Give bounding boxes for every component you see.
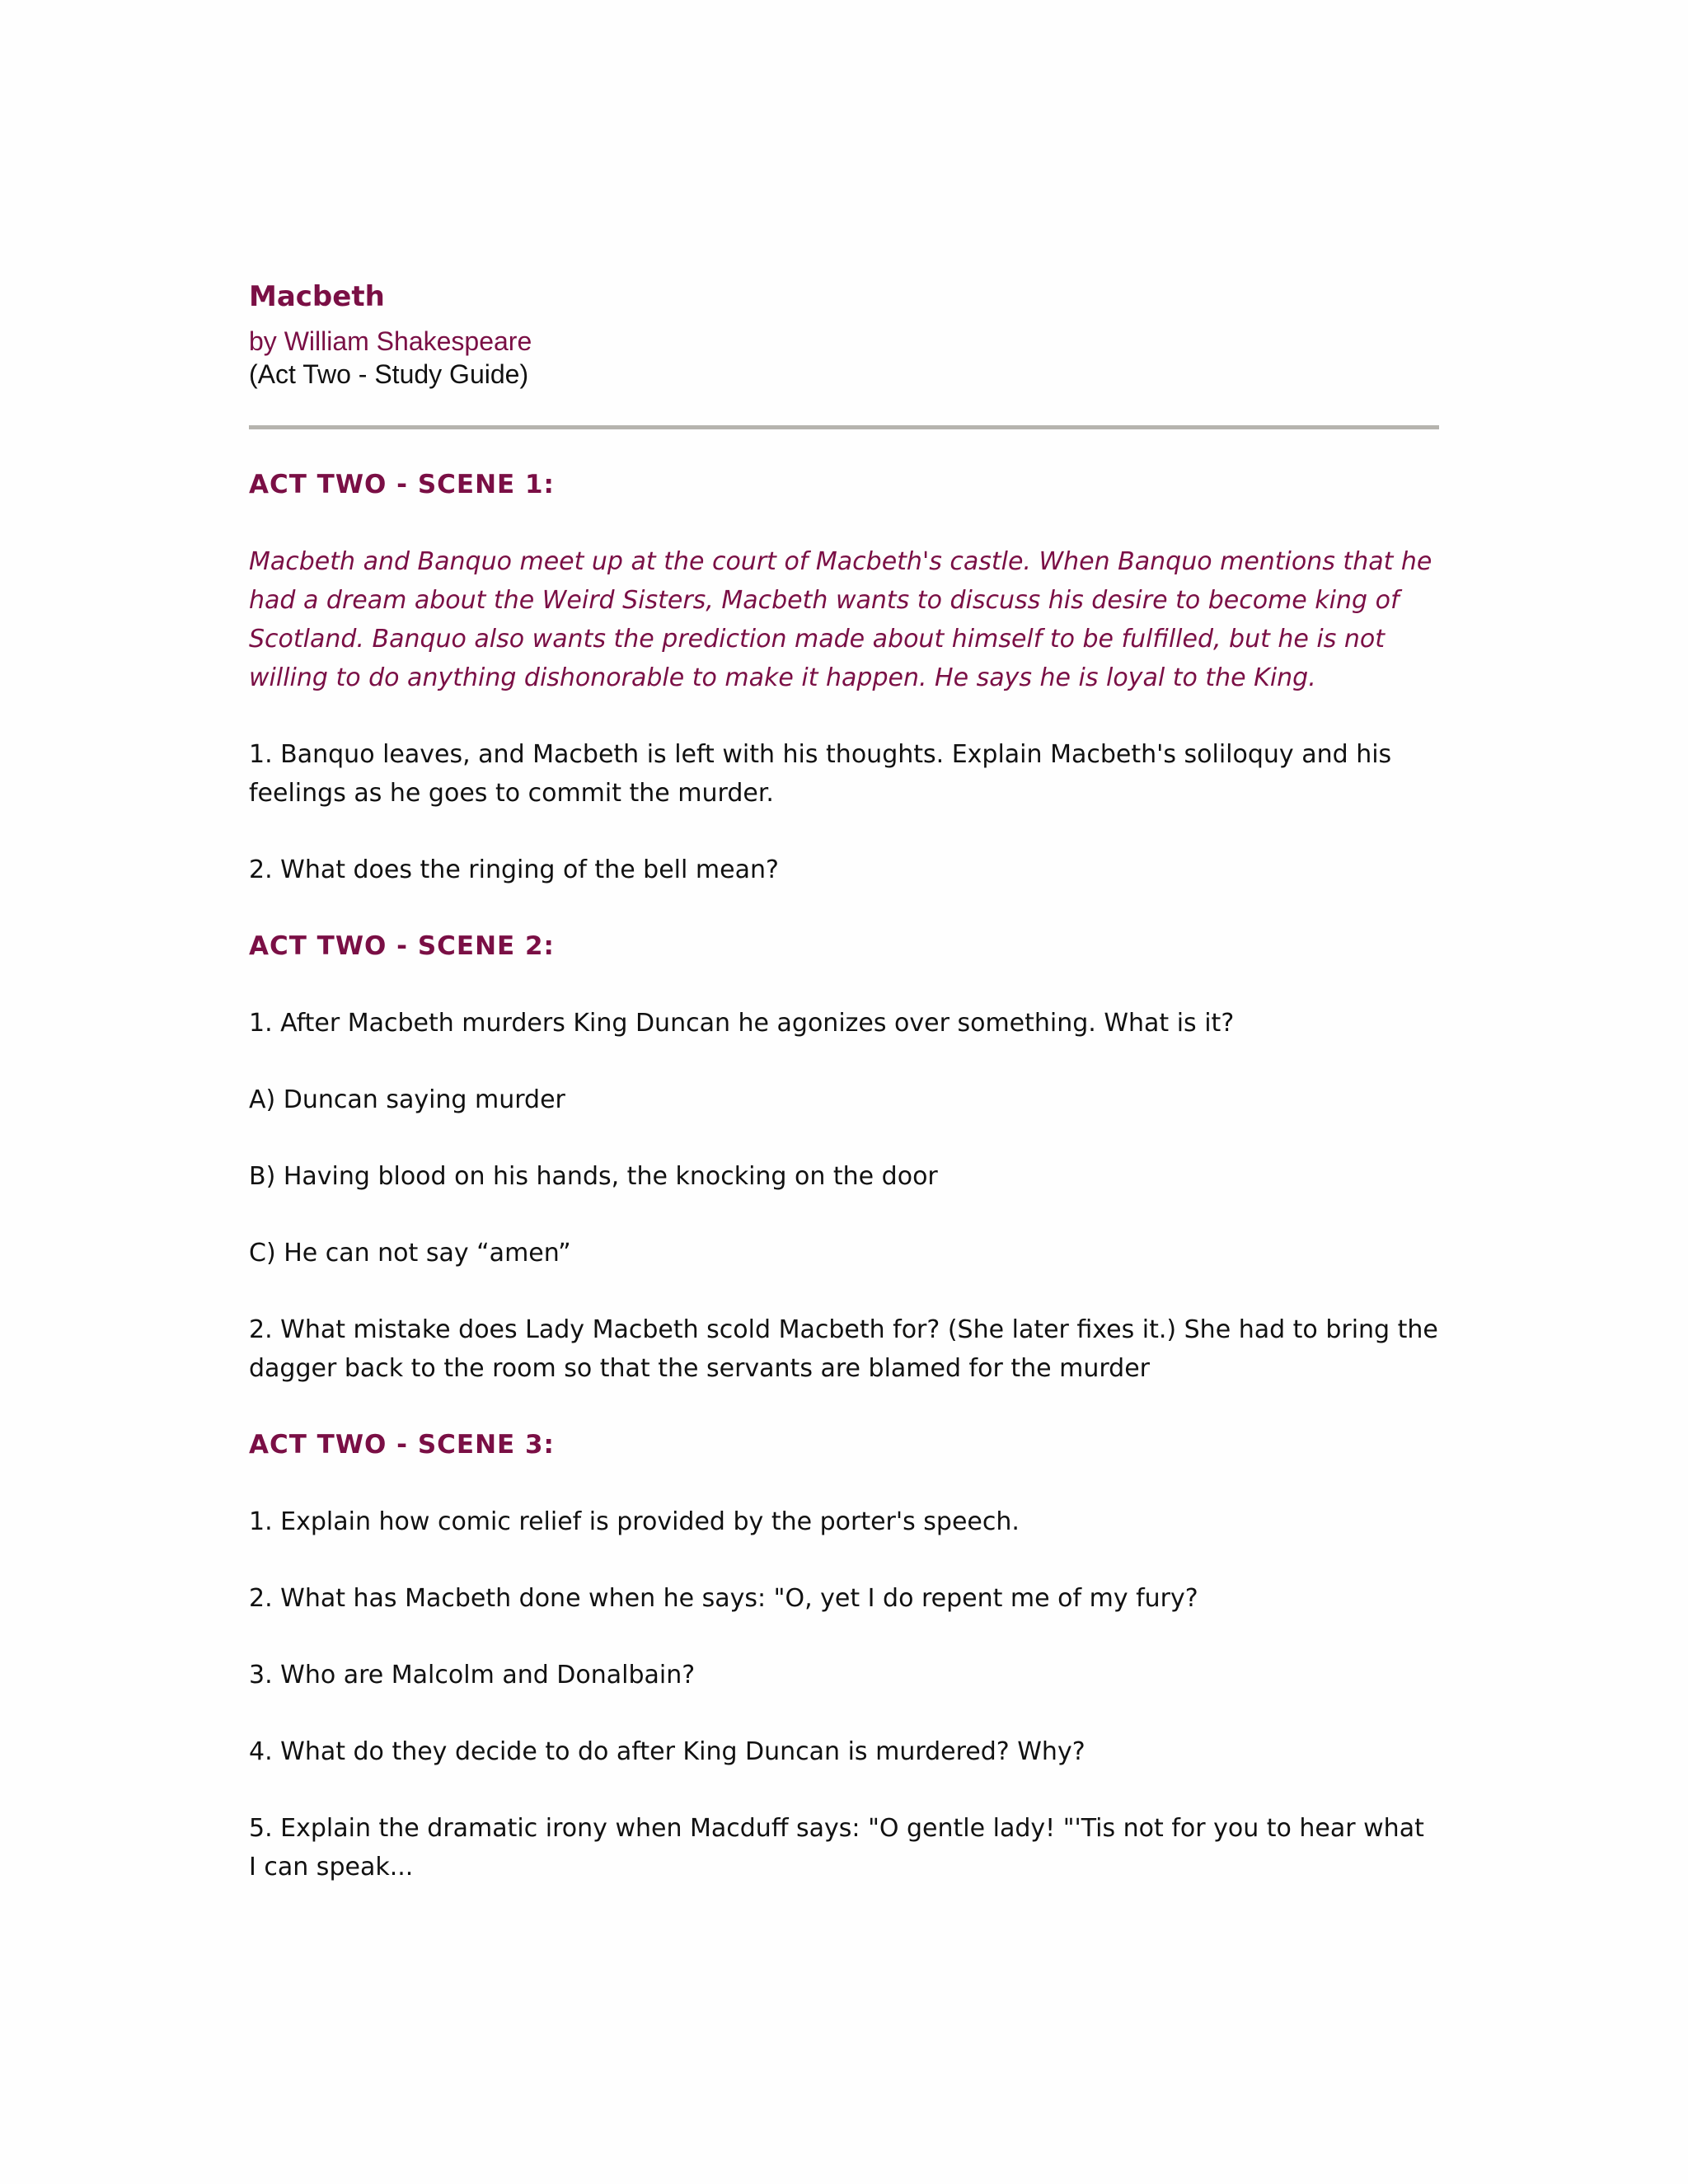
answer-option: B) Having blood on his hands, the knocking on the door bbox=[249, 1162, 938, 1191]
author-line: by William Shakespeare bbox=[249, 326, 532, 356]
question-item: 1. Explain how comic relief is provided by the porter's speech. bbox=[249, 1507, 1020, 1536]
document-body bbox=[249, 272, 1439, 1924]
scene-section-2 bbox=[249, 927, 1439, 1388]
scene-section-3 bbox=[249, 1426, 1439, 1886]
scene-section-1 bbox=[249, 466, 1439, 889]
question-item: 2. What mistake does Lady Macbeth scold Macbeth for? (She later fixes it.) She had to bring the dagger back to the room so that the servants are blamed for the murder bbox=[249, 1315, 1438, 1383]
answer-option: A) Duncan saying murder bbox=[249, 1085, 565, 1114]
question-item: 1. Banquo leaves, and Macbeth is left with his thoughts. Explain Macbeth's soliloquy and his feelings as he goes to commit the murder. bbox=[249, 740, 1392, 808]
question-item: 2. What has Macbeth done when he says: "O, yet I do repent me of my fury? bbox=[249, 1584, 1198, 1613]
answer-option: C) He can not say “amen” bbox=[249, 1239, 571, 1268]
question-item: 3. Who are Malcolm and Donalbain? bbox=[249, 1661, 696, 1690]
document-subtitle: (Act Two - Study Guide) bbox=[249, 359, 529, 389]
scene-heading: ACT TWO - SCENE 3: bbox=[249, 1430, 555, 1460]
scene-heading: ACT TWO - SCENE 1: bbox=[249, 470, 555, 499]
question-item: 1. After Macbeth murders King Duncan he agonizes over something. What is it? bbox=[249, 1009, 1235, 1038]
question-item: 2. What does the ringing of the bell mean? bbox=[249, 855, 779, 884]
question-item: 4. What do they decide to do after King Duncan is murdered? Why? bbox=[249, 1737, 1085, 1766]
horizontal-divider bbox=[249, 425, 1439, 429]
document-title: Macbeth bbox=[249, 280, 385, 313]
question-item: 5. Explain the dramatic irony when Macduff says: "O gentle lady! "'Tis not for you to hear what I can speak... bbox=[249, 1814, 1424, 1882]
scene-summary: Macbeth and Banquo meet up at the court of Macbeth's castle. When Banquo mentions that he had a dream about the Weird Sisters, Macbeth wants to discuss his desire to become king of Scotland. Banquo also wants the prediction made about himself to be fulfilled, but he is not willing to do anything dishonorable to make it happen. He says he is loyal to the King. bbox=[249, 547, 1432, 692]
scene-heading: ACT TWO - SCENE 2: bbox=[249, 931, 555, 961]
